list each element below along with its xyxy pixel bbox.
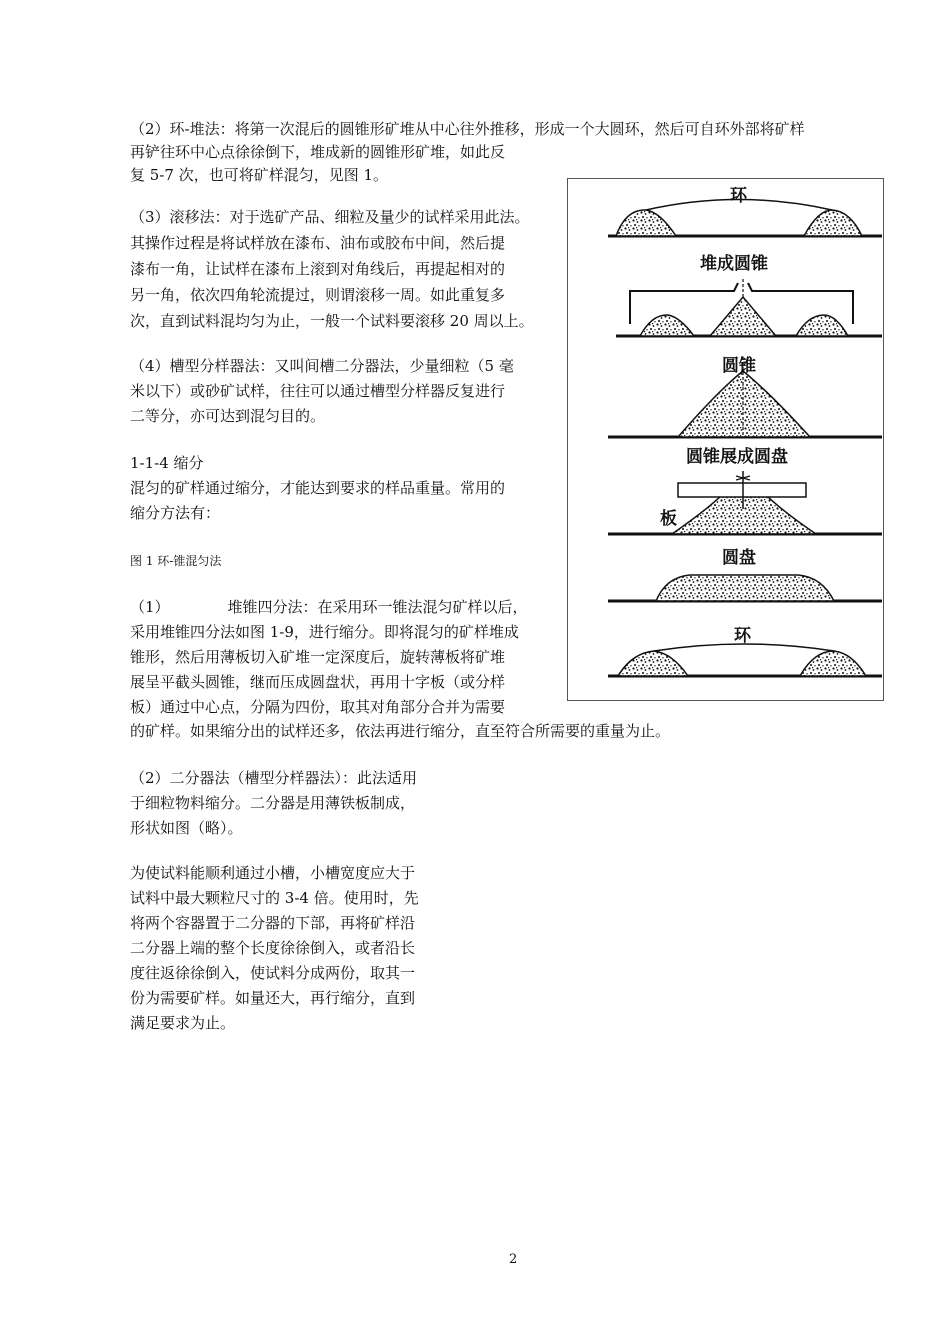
ring-cone-mixing-figure bbox=[567, 178, 884, 701]
paragraph-riffle-line-1: （2）二分器法（槽型分样器法）：此法适用 bbox=[130, 769, 418, 787]
paragraph-splitter-line-3: 二等分，亦可达到混匀目的。 bbox=[130, 407, 326, 425]
paragraph-riffle-line-2: 于细粒物料缩分。二分器是用薄铁板制成， bbox=[130, 794, 416, 812]
paragraph-cone-quarter-line-3: 锥形，然后用薄板切入矿堆一定深度后，旋转薄板将矿堆 bbox=[130, 648, 506, 666]
paragraph-slot-line-5: 度往返徐徐倒入，使试料分成两份，取其一 bbox=[130, 964, 416, 982]
paragraph-ring-pile-line-1: （2）环-堆法：将第一次混后的圆锥形矿堆从中心往外推移，形成一个大圆环，然后可自环外部将矿样 bbox=[130, 120, 805, 138]
ring-stage-bottom bbox=[608, 644, 882, 676]
paragraph-riffle-line-3: 形状如图（略）。 bbox=[130, 819, 243, 837]
paragraph-rolling-line-3: 漆布一角，让试样在漆布上滚到对角线后，再提起相对的 bbox=[130, 260, 506, 278]
paragraph-slot-line-6: 份为需要矿样。如量还大，再行缩分，直到 bbox=[130, 989, 416, 1007]
cone-to-disc-stage bbox=[608, 471, 882, 534]
paragraph-slot-line-3: 将两个容器置于二分器的下部，再将矿样沿 bbox=[130, 914, 416, 932]
paragraph-reduction-line-1: 混匀的矿样通过缩分，才能达到要求的样品重量。常用的 bbox=[130, 479, 506, 497]
paragraph-slot-line-7: 满足要求为止。 bbox=[130, 1014, 236, 1032]
paragraph-ring-pile-line-2: 再铲往环中心点徐徐倒下，堆成新的圆锥形矿堆，如此反 bbox=[130, 143, 506, 161]
paragraph-splitter-line-2: 米以下）或砂矿试样，往往可以通过槽型分样器反复进行 bbox=[130, 382, 506, 400]
label-ring-bottom: 环 bbox=[734, 626, 751, 646]
item-number: （1） bbox=[130, 598, 170, 616]
label-ring-top: 环 bbox=[730, 186, 747, 206]
paragraph-ring-pile-line-3: 复 5-7 次，也可将矿样混匀，见图 1。 bbox=[130, 166, 389, 184]
paragraph-cone-quarter-line-6: 的矿样。如果缩分出的试样还多，依法再进行缩分，直至符合所需要的重量为止。 bbox=[130, 722, 671, 740]
paragraph-cone-quarter-line-2: 采用堆锥四分法如图 1-9，进行缩分。即将混匀的矿样堆成 bbox=[130, 623, 519, 641]
section-heading: 1-1-4 缩分 bbox=[130, 454, 204, 472]
paragraph-slot-line-2: 试料中最大颗粒尺寸的 3-4 倍。使用时，先 bbox=[130, 889, 419, 907]
disc-stage bbox=[608, 575, 882, 601]
label-cone: 圆锥 bbox=[722, 356, 756, 376]
paragraph-rolling-line-2: 其操作过程是将试样放在漆布、油布或胶布中间，然后提 bbox=[130, 234, 506, 252]
label-board: 板 bbox=[660, 509, 677, 529]
paragraph-reduction-line-2: 缩分方法有： bbox=[130, 504, 221, 522]
label-pile-cone: 堆成圆锥 bbox=[700, 254, 768, 274]
paragraph-rolling-line-4: 另一角，依次四角轮流提过，则谓滚移一周。如此重复多 bbox=[130, 286, 506, 304]
paragraph-cone-quarter-line-1 bbox=[130, 596, 528, 618]
paragraph-splitter-line-1: （4）槽型分样器法：又叫间槽二分器法，少量细粒（5 毫 bbox=[130, 357, 514, 375]
item-text: 堆锥四分法：在采用环一锥法混匀矿样以后， bbox=[227, 598, 528, 616]
paragraph-cone-quarter-line-5: 板）通过中心点，分隔为四份，取其对角部分合并为需要 bbox=[130, 698, 506, 716]
label-cone-to-disc: 圆锥展成圆盘 bbox=[686, 447, 788, 467]
pile-cone-stage bbox=[616, 279, 882, 336]
paragraph-slot-line-1: 为使试料能顺利通过小槽，小槽宽度应大于 bbox=[130, 864, 416, 882]
paragraph-cone-quarter-line-4: 展呈平截头圆锥，继而压成圆盘状，再用十字板（或分样 bbox=[130, 673, 506, 691]
paragraph-rolling-line-1: （3）滚移法：对于选矿产品、细粒及量少的试样采用此法。 bbox=[130, 208, 530, 226]
label-disc: 圆盘 bbox=[722, 548, 756, 568]
paragraph-rolling-line-5: 次，直到试料混均匀为止，一般一个试料要滚移 20 周以上。 bbox=[130, 312, 534, 330]
figure-caption: 图 1 环-锥混匀法 bbox=[130, 554, 222, 568]
page-number: 2 bbox=[509, 1252, 518, 1267]
paragraph-slot-line-4: 二分器上端的整个长度徐徐倒入，或者沿长 bbox=[130, 939, 416, 957]
